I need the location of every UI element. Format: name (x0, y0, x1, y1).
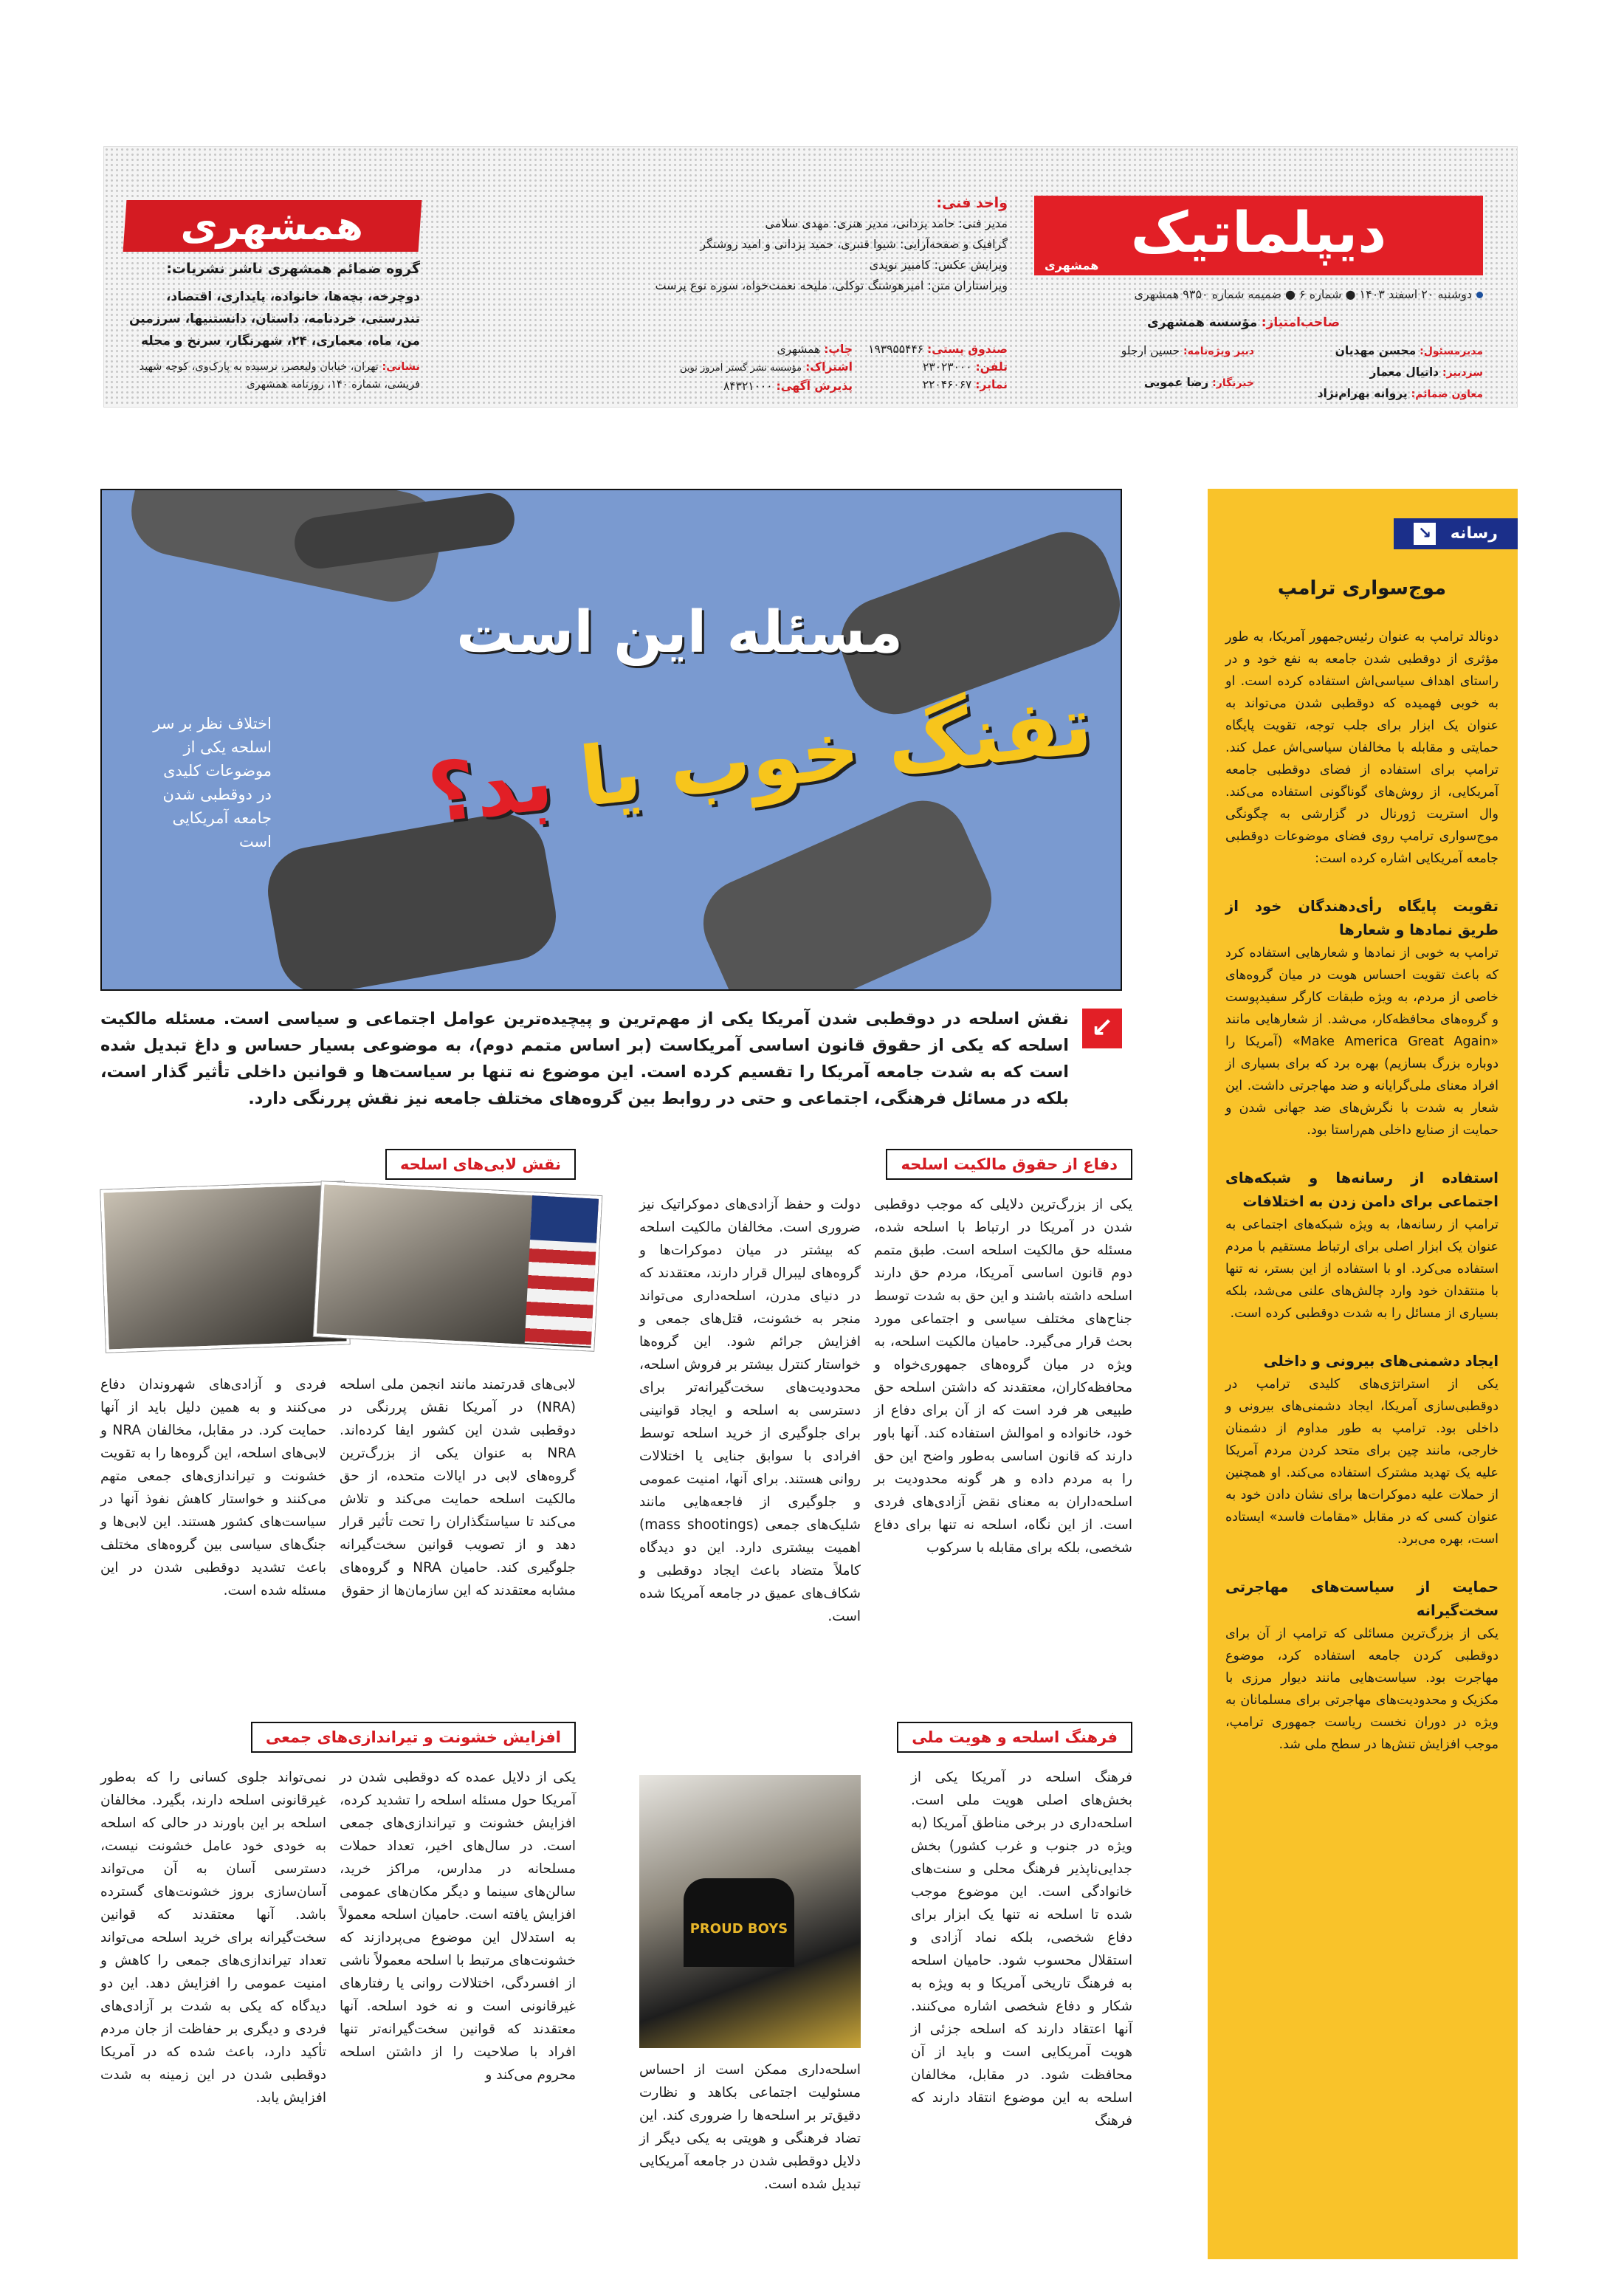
hero-illustration (100, 489, 1122, 991)
article-column: دولت و حفظ آزادی‌های دموکراتیک نیز ضروری است. مخالفان مالکیت اسلحه که بیشتر در میان دموکرات‌ها و گروه‌های لیبرال قرار دارند، معتقدند که در دنیای مدرن، اسلحه‌داری می‌تواند منجر به خشونت، قتل‌های جمعی و افزایش جرائم شود. این گروه‌ها خواستار کنترل بیشتر بر فروش اسلحه، محدودیت‌های سخت‌گیرانه‌تر برای دسترسی به اسلحه و ایجاد قوانینی برای جلوگیری از خرید اسلحه توسط افرادی با سوابق جنایی یا اختلالات روانی هستند. برای آنها، امنیت عمومی و جلوگیری از فاجعه‌هایی مانند شلیک‌های جمعی (mass shootings) اهمیت بیشتری دارد. این دو دیدگاه کاملاً متضاد باعث ایجاد دوقطبی و شکاف‌های عمیق در جامعه آمریکا شده است. (639, 1197, 861, 1624)
section-heading-property: دفاع از حقوق مالکیت اسلحه (886, 1149, 1132, 1180)
article-column: یکی از دلایل عمده که دوقطبی شدن در آمریکا حول مسئله اسلحه را تشدید کرده، افزایش خشونت و تیراندازی‌های جمعی است. در سال‌های اخیر، تعداد حملات مسلحانه در مدارس، مراکز خرید، سالن‌های سینما و دیگر مکان‌های عمومی افزایش یافته است. حامیان اسلحه معمولاً به استدلال این موضوع می‌پردازند که خشونت‌های مرتبط با اسلحه معمولاً ناشی از افسردگی، اختلالات روانی یا رفتارهای غیرقانونی است و نه خود اسلحه. آنها معتقدند که قوانین سخت‌گیرانه‌تر تنها افراد با صلاحیت را از داشتن اسلحه محروم می‌کند و (340, 1770, 576, 2083)
brand-list: دوچرخه، بچه‌ها، خانواده، پایداری، اقتصاد، تندرستی، خردنامه، داستان، دانستنیها، سرزمین من، ماه، معماری، ۲۴، شهرنگار، سرنخ و محله (128, 289, 420, 348)
sidebar-intro: دونالد ترامپ به عنوان رئیس‌جمهور آمریکا، به طور مؤثری از دوقطبی شدن جامعه به نفع خود و در راستای اهداف سیاسی‌اش استفاده کرده است. او به خوبی فهمیده که دوقطبی شدن می‌تواند به عنوان یک ابزار برای جلب توجه، تقویت پایگاه حمایتی و مقابله با مخالفان سیاسی‌اش عمل کند. ترامپ برای استفاده از فضای دوقطبی جامعه آمریکایی، از روش‌های گوناگونی استفاده می‌کند. وال استریت ژورنال در گزارشی به چگونگی موج‌سواری ترامپ روی فضای موضوعات دوقطبی جامعه آمریکایی اشاره کرده است: (1225, 630, 1499, 866)
article-column: اسلحه‌داری ممکن است از احساس مسئولیت اجتماعی بکاهد و نظارت دقیق‌تر بر اسلحه‌ها را ضروری کند. این تضاد فرهنگی و هویتی به یکی دیگر از دلایل دوقطبی شدن در جامعه آمریکایی تبدیل شده است. (639, 2062, 861, 2192)
protest-photo (100, 1181, 349, 1352)
protest-photo (314, 1181, 602, 1351)
article-column: فردی و آزادی‌های شهروندان دفاع می‌کنند و به همین دلیل باید از آنها حمایت کرد. در مقابل، مخالفان NRA و لابی‌های اسلحه، این گروه‌ها را به تقویت خشونت و تیراندازی‌های جمعی متهم می‌کنند و خواستار کاهش نفوذ آنها در سیاست‌های کشور هستند. این لابی‌ها و جنگ‌های سیاسی بین گروه‌های مختلف باعث تشدید دوقطبی شدن در این مسئله شده است. (100, 1377, 326, 1598)
tech-team: واحد فنی: مدیر فنی: حامد یزدانی، مدیر هنری: مهدی سلامی گرافیک و صفحه‌آرایی: شیوا قنبری، حمید یزدانی و امید روشنگر ویرایش عکس: کامبیز نویدی ویراستاران متن: امیرهوشنگ توکلی، ملیحه نعمت‌خواه، سوره نوع پرست (565, 193, 1008, 296)
sidebar-paragraph: ترامپ از رسانه‌ها، به ویژه شبکه‌های اجتماعی به عنوان یک ابزار اصلی برای ارتباط مستقیم با مردم استفاده می‌کرد. او با استفاده از این بستر، نه تنها با منتقدان خود وارد چالش‌های علنی می‌شد، بلکه بسیاری از مسائل را به شدت دوقطبی کرده است. (1225, 1217, 1499, 1321)
tech-line: گرافیک و صفحه‌آرایی: شیوا قنبری، حمید یزدانی و امید روشنگر (700, 237, 1008, 251)
sidebar-subhead: حمایت از سیاست‌های مهاجرتی سخت‌گیرانه (1225, 1579, 1499, 1619)
staff-item: خبرنگار: رضا عمویی (1143, 376, 1254, 389)
dateline: دوشنبه ۲۰ اسفند ۱۴۰۳ ● شماره ۶ ● ضمیمه شماره ۹۳۵۰ همشهری (1134, 287, 1483, 301)
address: نشانی: تهران، خیابان ولیعصر، نرسیده به پارک‌وی، کوچه شهید فریشی، شماره ۱۴۰، روزنامه همشهری (139, 361, 420, 391)
owner-line: صاحب‌امتیاز: مؤسسه همشهری (1147, 315, 1340, 330)
article-column: نمی‌تواند جلوی کسانی را که به‌طور غیرقانونی اسلحه دارند، بگیرد. مخالفان اسلحه بر این باورند در حالی که اسلحه به خودی خود عامل خشونت نیست، دسترسی آسان به آن می‌تواند آسان‌سازی بروز خشونت‌های گسترده باشد. آنها معتقدند که قوانین سخت‌گیرانه برای خرید اسلحه می‌تواند تعداد تیراندازی‌های جمعی را کاهش و امنیت عمومی را افزایش دهد. این دو دیدگاه که یکی به شدت بر آزادی‌های فردی و دیگری بر حفاظت از جان مردم تأکید دارد، باعث شده که در آمریکا دوقطبی شدن در این زمینه به شدت افزایش یابد. (100, 1770, 326, 2106)
pointing-hand (689, 786, 1005, 991)
sidebar-subhead: استفاده از رسانه‌ها و شبکه‌های اجتماعی برای دامن زدن به اختلافات (1225, 1169, 1499, 1210)
rally-photo (639, 1775, 861, 2048)
tshirt-graphic: PROUD BOYS (684, 1878, 794, 1967)
article-column: فرهنگ اسلحه در آمریکا یکی از بخش‌های اصلی هویت ملی است. اسلحه‌داری در برخی مناطق آمریکا (به ویژه در جنوب و غرب کشور) بخش جدایی‌ناپذیر فرهنگ محلی و سنت‌های خانوادگی است. این موضوع موجب شده تا اسلحه نه تنها یک ابزار برای دفاع شخصی، بلکه نماد آزادی و استقلال محسوب شود. حامیان اسلحه به فرهنگ تاریخی آمریکا و به ویژه به شکار و دفاع شخصی اشاره می‌کنند. آنها اعتقاد دارند که اسلحه جزئی از هویت آمریکایی است و باید از آن محافظت شود. در مقابل، مخالفان اسلحه به این موضوع انتقاد دارند که فرهنگ (911, 1770, 1132, 2129)
print-info: چاپ: همشهری اشتراک: مؤسسه نشر گستر امروز نوین پذیرش آگهی: ۸۴۳۲۱۰۰۰ (680, 343, 853, 393)
dot-icon (1476, 292, 1483, 298)
tech-line: ویراستاران متن: امیرهوشنگ توکلی، ملیحه نعمت‌خواه، سوره نوع پرست (655, 278, 1008, 292)
masthead (103, 146, 1518, 408)
sidebar-title: موج‌سواری ترامپ (1277, 577, 1447, 600)
sidebar-label: رسانه ↘ (1394, 518, 1518, 549)
arrow-icon: ↘ (1414, 523, 1436, 545)
hero-title-main: تفنگ خوب یا بد؟ (423, 677, 1097, 841)
article-column: یکی از بزرگ‌ترین دلایلی که موجب دوقطبی شدن در آمریکا در ارتباط با اسلحه شده، مسئله حق مالکیت اسلحه است. طبق متمم دوم قانون اساسی آمریکا، مردم حق دارند اسلحه داشته باشند و این حق به شدت توسط جناح‌های مختلف سیاسی و اجتماعی مورد بحث قرار می‌گیرد. حامیان مالکیت اسلحه، به ویژه در میان گروه‌های جمهوری‌خواه و محافظه‌کاران، معتقدند که داشتن اسلحه حق طبیعی هر فرد است که از آن برای دفاع از خود، خانواده و اموالش استفاده کند. آنها باور دارند که قانون اساسی به‌طور واضح این حق را به مردم داده و هر گونه محدودیت بر اسلحه‌داران به معنای نقض آزادی‌های فردی است. از این نگاه، اسلحه نه تنها برای دفاع شخصی، بلکه برای مقابله با سرکوب (874, 1197, 1132, 1556)
lead-caption: ↙ نقش اسلحه در دوقطبی شدن آمریکا یکی از مهم‌ترین و پیچیده‌ترین عوامل اجتماعی و سیاسی است. مسئله مالکیت اسلحه که یکی از حقوق قانون اساسی آمریکاست (بر اساس متمم دوم)، به موضوعی بسیار حساس و داغ تبدیل شده است که به شدت جامعه آمریکا را تقسیم کرده است. این موضوع نه تنها بر سیاست‌ها و قوانین داخلی تأثیر گذار است، بلکه در مسائل فرهنگی، اجتماعی و حتی در روابط بین گروه‌های مختلف جامعه نیز نقش پررنگی دارد. (100, 1006, 1122, 1112)
sidebar-subhead: تقویت پایگاه رأی‌دهندگان خود از طریق نمادها و شعارها (1225, 898, 1499, 938)
pointing-hand (261, 807, 563, 991)
hero-side-text: اختلاف نظر بر سر اسلحه یکی از موضوعات کلیدی در دوقطبی شدن جامعه آمریکایی است (153, 715, 272, 851)
staff-item: سردبیر: داتیال معمار (1369, 365, 1483, 379)
logo-subtitle: همشهری (1045, 258, 1099, 272)
brand-group: گروه ضمائم همشهری ناشر نشریات: (166, 261, 420, 277)
brand-panel (125, 165, 420, 391)
sidebar-paragraph: ترامپ به خوبی از نمادها و شعارهایی استفاده کرد که باعث تقویت احساس هویت در میان گروه‌های خاصی از مردم، به ویژه طبقات کارگر سفیدپوست و گروه‌های محافظه‌کار، می‌شد. از شعارهایی مانند «Make America Great Again» (آمریکا را دوباره بزرگ بسازیم) بهره برد که برای بسیاری از افراد معنای ملی‌گرایانه و ضد مهاجرتی داشت. این شعار به شدت با نگرش‌های ضد جهانی شدن و حمایت از صنایع داخلی هم‌راستا بود. (1225, 946, 1499, 1138)
diplomatic-logo: دیپلماتیک همشهری (1034, 196, 1483, 275)
sidebar-paragraph: یکی از استراتژی‌های کلیدی ترامپ در دوقطبی‌سازی آمریکا، ایجاد دشمنی‌های بیرونی و داخلی بود. ترامپ به طور مداوم از دشمنان خارجی، مانند چین برای متحد کردن مردم آمریکا علیه یک تهدید مشترک استفاده می‌کند. او همچنین از حملات علیه دموکرات‌ها برای نشان دادن خود به عنوان کسی که در مقابل «مقامات فاسد» ایستاده است، بهره می‌برد. (1225, 1377, 1499, 1547)
staff-item: دبیر ویژه‌نامه: حسین ارجلو (1121, 344, 1254, 357)
contacts: صندوق پستی: ۱۹۳۹۵۵۴۴۶ تلفن: ۲۳۰۲۳۰۰۰ نمابر: ۲۲۰۴۶۰۶۷ (868, 343, 1008, 391)
sidebar-subhead: ایجاد دشمنی‌های بیرونی و داخلی (1263, 1353, 1499, 1370)
staff-item: معاون ضمائم: پروانه بهرام‌نژاد (1317, 387, 1483, 400)
section-heading-lobby: نقش لابی‌های اسلحه (385, 1149, 576, 1180)
sidebar-media (1208, 489, 1518, 2259)
section-heading-culture: فرهنگ اسلحه و هویت ملی (897, 1722, 1132, 1753)
article-column: لابی‌های قدرتمند مانند انجمن ملی اسلحه (NRA) در آمریکا نقش پررنگی در دوقطبی شدن این کشور ایفا کرده‌اند. NRA به عنوان یکی از بزرگ‌ترین گروه‌های لابی در ایالات متحده، از حق مالکیت اسلحه حمایت می‌کند و تلاش می‌کند تا سیاستگذاران را تحت تأثیر قرار دهد و از تصویب قوانین سخت‌گیرانه جلوگیری کند. حامیان NRA و گروه‌های مشابه معتقدند که این سازمان‌ها از حقوق (340, 1377, 576, 1598)
tech-line: مدیر فنی: حامد یزدانی، مدیر هنری: مهدی سلامی (765, 216, 1008, 230)
sidebar-paragraph: یکی از بزرگ‌ترین مسائلی که ترامپ از آن برای دوقطبی کردن جامعه استفاده کرد، موضوع مهاجرت بود. سیاست‌هایی مانند دیوار مرزی با مکزیک و محدودیت‌های مهاجرتی برای مسلمانان به ویژه در دوران نخست ریاست جمهوری ترامپ، موجب افزایش تنش‌ها در سطح ملی شد. (1225, 1627, 1499, 1752)
tech-line: ویرایش عکس: کامبیز نویدی (869, 258, 1008, 272)
flag-shape (530, 1195, 599, 1243)
hamshahri-logo: همشهری (123, 200, 422, 252)
hero-title-top: مسئله این است (456, 600, 904, 666)
section-heading-violence: افزایش خشونت و تیراندازی‌های جمعی (251, 1722, 576, 1753)
arrow-icon: ↙ (1082, 1009, 1122, 1048)
staff-item: مدیرمسئول: محسن مهدیان (1335, 344, 1483, 357)
